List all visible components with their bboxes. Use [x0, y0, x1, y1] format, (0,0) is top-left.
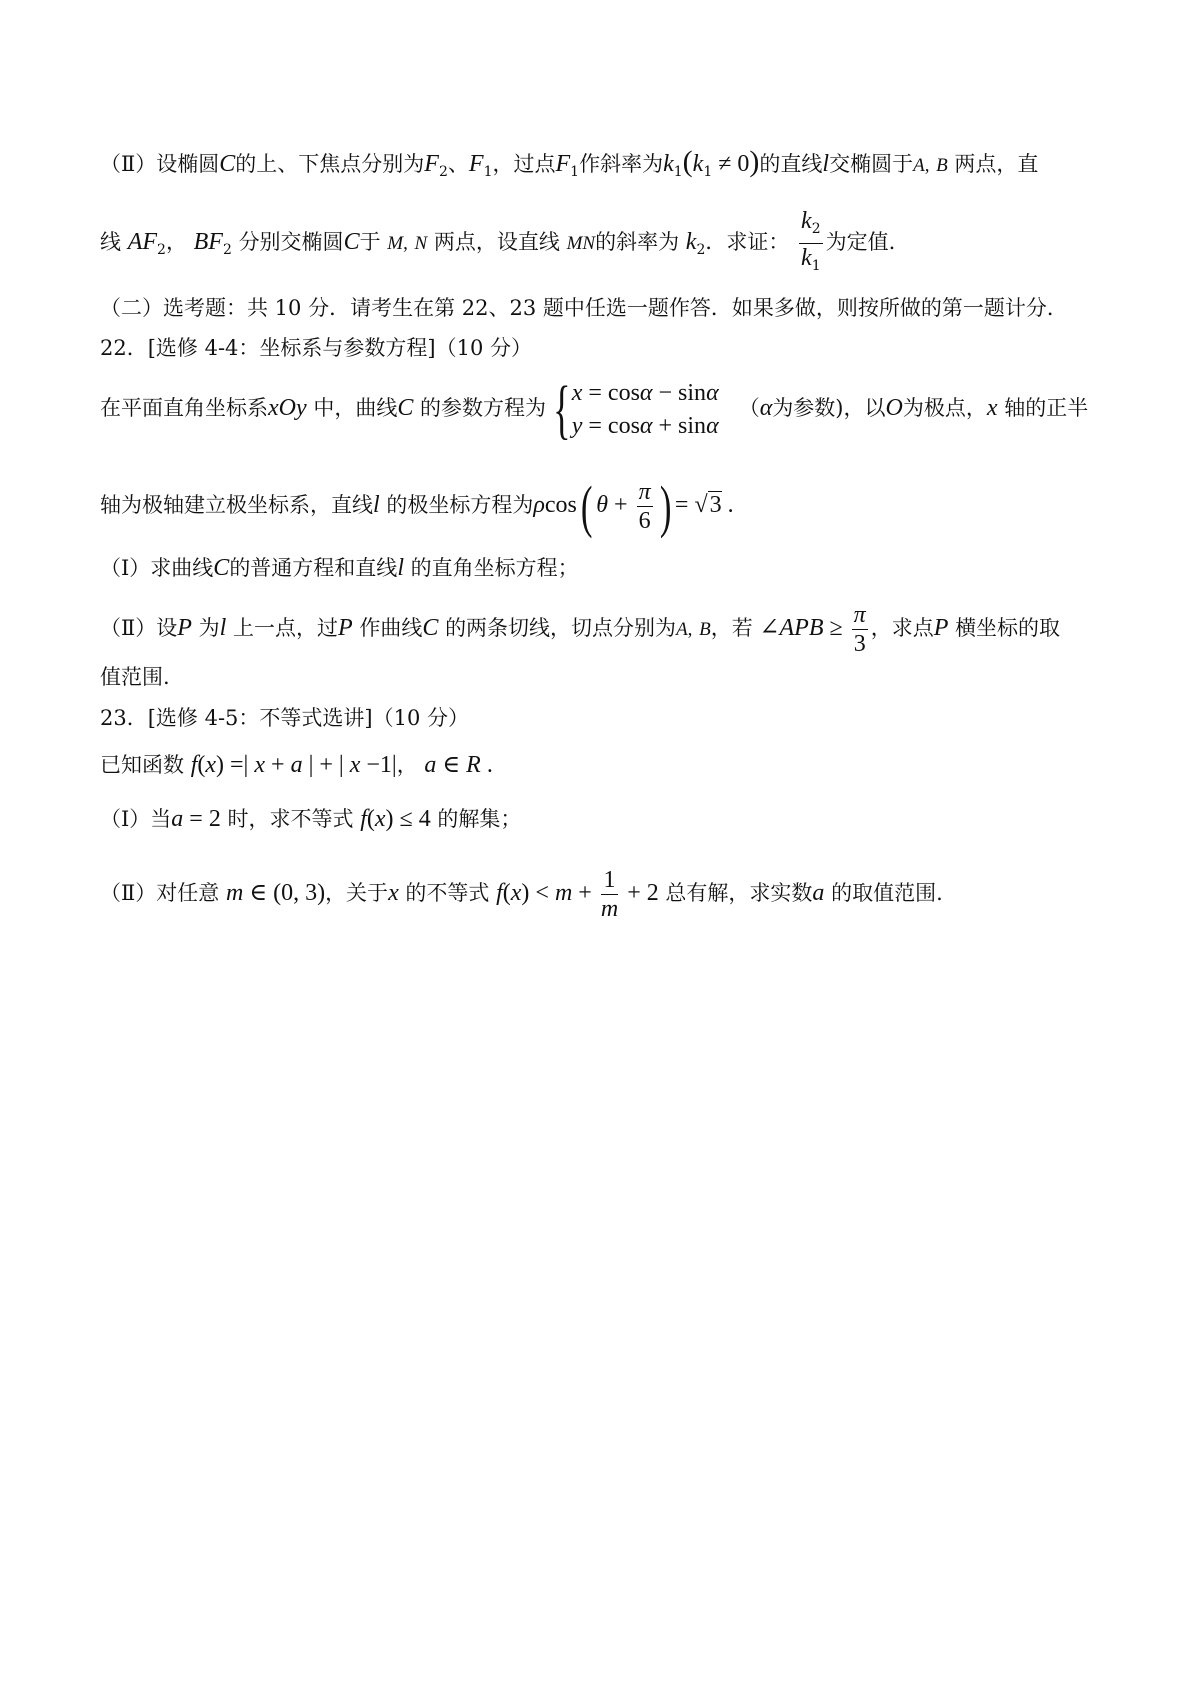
p22-part1: （Ⅰ）求曲线C的普通方程和直线l 的直角坐标方程；	[100, 555, 579, 581]
p23-part1: （Ⅰ）当a = 2 时，求不等式 f(x) ≤ 4 的解集；	[100, 806, 522, 832]
p23-part2: （Ⅱ）对任意 m ∈ (0, 3)，关于x 的不等式 f(x) < m + $\frac{1}{m}$ + 2 总有解，求实数a 的取值范围.	[100, 867, 943, 922]
p23-stem: 已知函数 f(x) =| x + a | + | x −1|， a ∈ R .	[100, 752, 493, 778]
p23-title: 23．[选修 4-5：不等式选讲]（10 分）	[100, 706, 469, 730]
k2-over-k1-fraction: $\frac{k_2}{k_1}$	[801, 208, 821, 274]
p22-stem-line2: 轴为极轴建立极坐标系，直线l 的极坐标方程为ρcos( θ + $\frac{\pi}{6}$ ) = √3 .	[100, 473, 734, 539]
p22-title: 22．[选修 4-4：坐标系与参数方程]（10 分）	[100, 336, 532, 360]
p21-part2-line1: （Ⅱ）设椭圆C的上、下焦点分别为$F_2$、$F_1$，过点$F_1$作斜率为$k_1(k_1 \ne 0)$的直线l交椭圆于A, B 两点，直	[100, 145, 1039, 180]
p22-stem-line1: 在平面直角坐标系xOy 中，曲线C 的参数方程为 { x = cosα − sinα y = cosα + sinα （α为参数)，以O为极点，x 轴的正半	[100, 372, 1089, 446]
p22-part2-end: 值范围.	[100, 665, 170, 689]
p21-part2-line2: 线 $AF_2$， $BF_2$ 分别交椭圆C于 M, N 两点，设直线 MN的斜率为 $k_2$．求证： $\frac{k_2}{k_1}$ 为定值.	[100, 207, 895, 267]
parametric-system: x = cosα − sinα y = cosα + sinα	[571, 379, 719, 439]
p22-part2: （Ⅱ）设P 为l 上一点，过P 作曲线C 的两条切线，切点分别为A, B，若 ∠APB ≥ $\frac{\pi}{3}$ ，求点P 横坐标的取	[100, 602, 1061, 657]
section2-header: （二）选考题：共 10 分．请考生在第 22、23 题中任选一题作答．如果多做，则按所做的第一题计分．	[100, 296, 1068, 320]
